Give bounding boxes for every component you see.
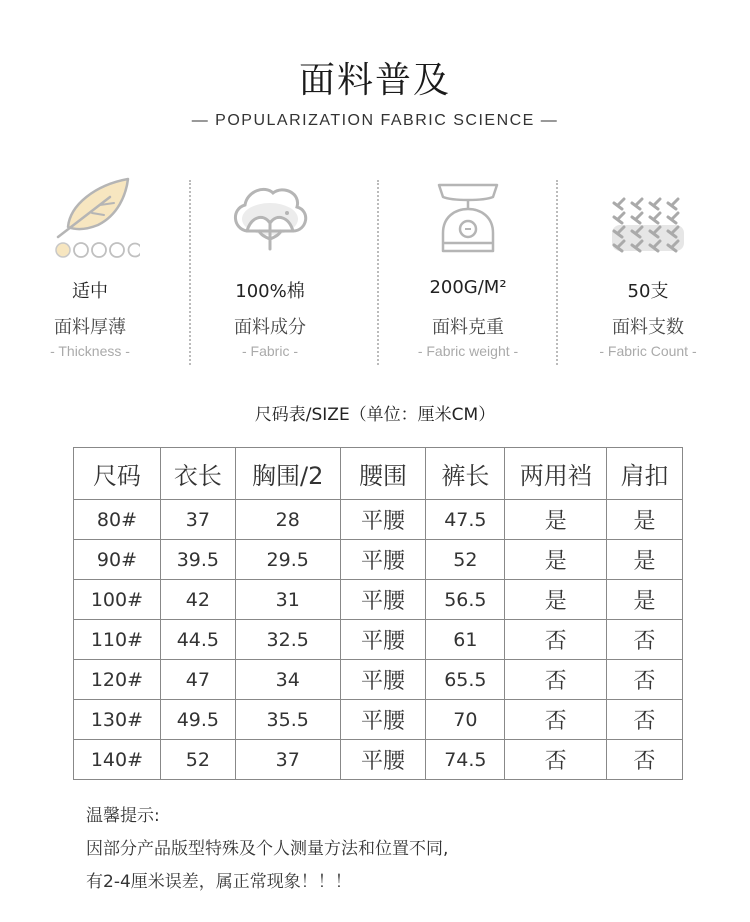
count-label: 面料支数 [612,317,684,338]
table-cell: 28 [235,500,340,540]
table-cell: 110# [74,620,161,660]
thickness-label: 面料厚薄 [54,317,126,338]
weight-en-label: - Fabric weight - [417,343,519,359]
table-cell: 平腰 [340,740,426,780]
table-cell: 100# [74,580,161,620]
fabric-value: 100%棉 [235,281,305,302]
table-cell: 42 [160,580,235,620]
weave-icon [610,195,686,259]
table-cell: 否 [505,700,607,740]
feature-count [558,175,738,370]
table-cell: 否 [607,700,683,740]
table-cell: 52 [160,740,235,780]
table-cell: 37 [235,740,340,780]
count-en-label: - Fabric Count - [599,343,697,359]
table-cell: 是 [505,580,607,620]
table-cell: 平腰 [340,500,426,540]
thickness-value: 适中 [72,281,108,302]
table-cell: 49.5 [160,700,235,740]
table-cell: 34 [235,660,340,700]
feature-fabric [180,175,360,370]
weight-label: 面料克重 [432,317,504,338]
table-cell: 80# [74,500,161,540]
table-cell: 是 [607,500,683,540]
tips-line-1: 因部分产品版型特殊及个人测量方法和位置不同, [86,839,449,859]
table-row [74,740,683,780]
table-cell: 平腰 [340,700,426,740]
size-table-caption: 尺码表/SIZE（单位：厘米CM） [254,405,496,425]
table-cell: 是 [505,540,607,580]
tips-heading: 温馨提示: [86,806,160,826]
header-cell: 肩扣 [607,448,683,500]
tips-line-2: 有2-4厘米误差，属正常现象！！！ [86,872,352,892]
table-cell: 否 [607,740,683,780]
table-cell: 否 [607,660,683,700]
feature-weight [378,175,558,370]
table-cell: 32.5 [235,620,340,660]
table-cell: 44.5 [160,620,235,660]
table-cell: 37 [160,500,235,540]
table-header-row [74,448,683,500]
table-cell: 平腰 [340,620,426,660]
table-cell: 否 [505,740,607,780]
warm-tips [86,800,448,899]
table-cell: 否 [607,620,683,660]
header-cell: 腰围 [340,448,426,500]
fabric-features [0,175,750,370]
cotton-icon [225,183,315,267]
table-cell: 29.5 [235,540,340,580]
scale-icon [433,181,503,265]
table-cell: 70 [426,700,505,740]
table-row [74,700,683,740]
page-title: 面料普及 [298,60,451,101]
table-cell: 61 [426,620,505,660]
table-cell: 90# [74,540,161,580]
feature-thickness [0,175,180,370]
table-cell: 74.5 [426,740,505,780]
table-cell: 120# [74,660,161,700]
table-row [74,540,683,580]
feather-icon [40,175,140,269]
table-row [74,580,683,620]
table-row [74,660,683,700]
table-cell: 47 [160,660,235,700]
header-cell: 胸围/2 [235,448,340,500]
size-table [73,447,683,780]
table-cell: 130# [74,700,161,740]
table-cell: 平腰 [340,660,426,700]
table-cell: 否 [505,660,607,700]
table-cell: 39.5 [160,540,235,580]
table-row [74,620,683,660]
header-cell: 裤长 [426,448,505,500]
table-cell: 是 [607,580,683,620]
table-cell: 平腰 [340,540,426,580]
count-value: 50支 [627,281,669,302]
table-row [74,500,683,540]
table-cell: 是 [607,540,683,580]
table-cell: 47.5 [426,500,505,540]
table-cell: 65.5 [426,660,505,700]
table-cell: 31 [235,580,340,620]
table-cell: 35.5 [235,700,340,740]
header-cell: 衣长 [160,448,235,500]
fabric-en-label: - Fabric - [242,343,298,359]
table-cell: 52 [426,540,505,580]
header-cell: 尺码 [74,448,161,500]
table-cell: 是 [505,500,607,540]
fabric-label: 面料成分 [234,317,306,338]
table-cell: 140# [74,740,161,780]
table-cell: 否 [505,620,607,660]
header-cell: 两用裆 [505,448,607,500]
page-subtitle: — POPULARIZATION FABRIC SCIENCE — [191,112,559,129]
table-cell: 56.5 [426,580,505,620]
thickness-en-label: - Thickness - [50,343,130,359]
table-cell: 平腰 [340,580,426,620]
weight-value: 200G/M² [429,277,507,298]
